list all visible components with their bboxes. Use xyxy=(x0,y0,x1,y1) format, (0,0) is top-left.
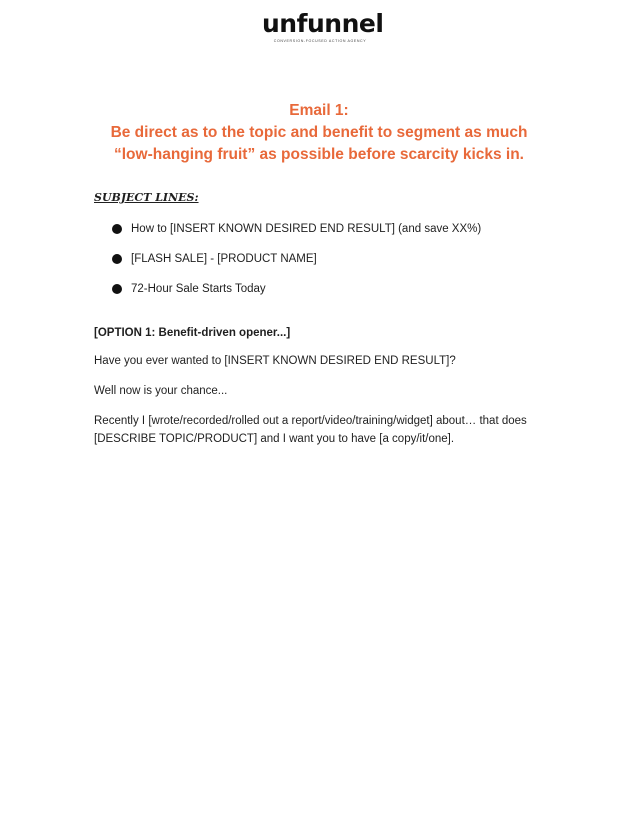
email-subtitle-line1: Be direct as to the topic and benefit to segment as much xyxy=(110,124,528,141)
bullet-dot-icon xyxy=(112,254,122,264)
subject-line-text: [FLASH SALE] - [PRODUCT NAME] xyxy=(131,253,317,265)
subject-line-text: 72-Hour Sale Starts Today xyxy=(131,283,266,295)
logo-tagline: CONVERSION-FOCUSED ACTION AGENCY xyxy=(273,39,367,43)
subject-line-item xyxy=(112,250,572,280)
subject-line-item xyxy=(112,280,572,310)
body-paragraph-2: Well now is your chance... xyxy=(94,385,228,397)
logo-wordmark: unfunnel xyxy=(262,9,384,38)
email-heading xyxy=(80,100,558,166)
subject-line-text: How to [INSERT KNOWN DESIRED END RESULT] (and save XX%) xyxy=(131,223,482,235)
subject-line-item xyxy=(112,220,572,250)
subject-lines-label: SUBJECT LINES: xyxy=(94,191,199,204)
bullet-dot-icon xyxy=(112,284,122,294)
body-paragraph-3: Recently I [wrote/recorded/rolled out a report/video/training/widget] about… that does [DESCRIBE TOPIC/PRODUCT] and I want you to have [a copy/it/one]. xyxy=(94,415,527,445)
unfunnel-logo xyxy=(262,9,384,46)
body-paragraph-1: Have you ever wanted to [INSERT KNOWN DESIRED END RESULT]? xyxy=(94,355,456,367)
bullet-dot-icon xyxy=(112,224,122,234)
email-title: Email 1: xyxy=(289,102,349,119)
option-heading: [OPTION 1: Benefit-driven opener...] xyxy=(94,327,291,339)
email-subtitle-line2: “low-hanging fruit” as possible before scarcity kicks in. xyxy=(114,146,524,163)
subject-lines-list xyxy=(112,220,572,310)
